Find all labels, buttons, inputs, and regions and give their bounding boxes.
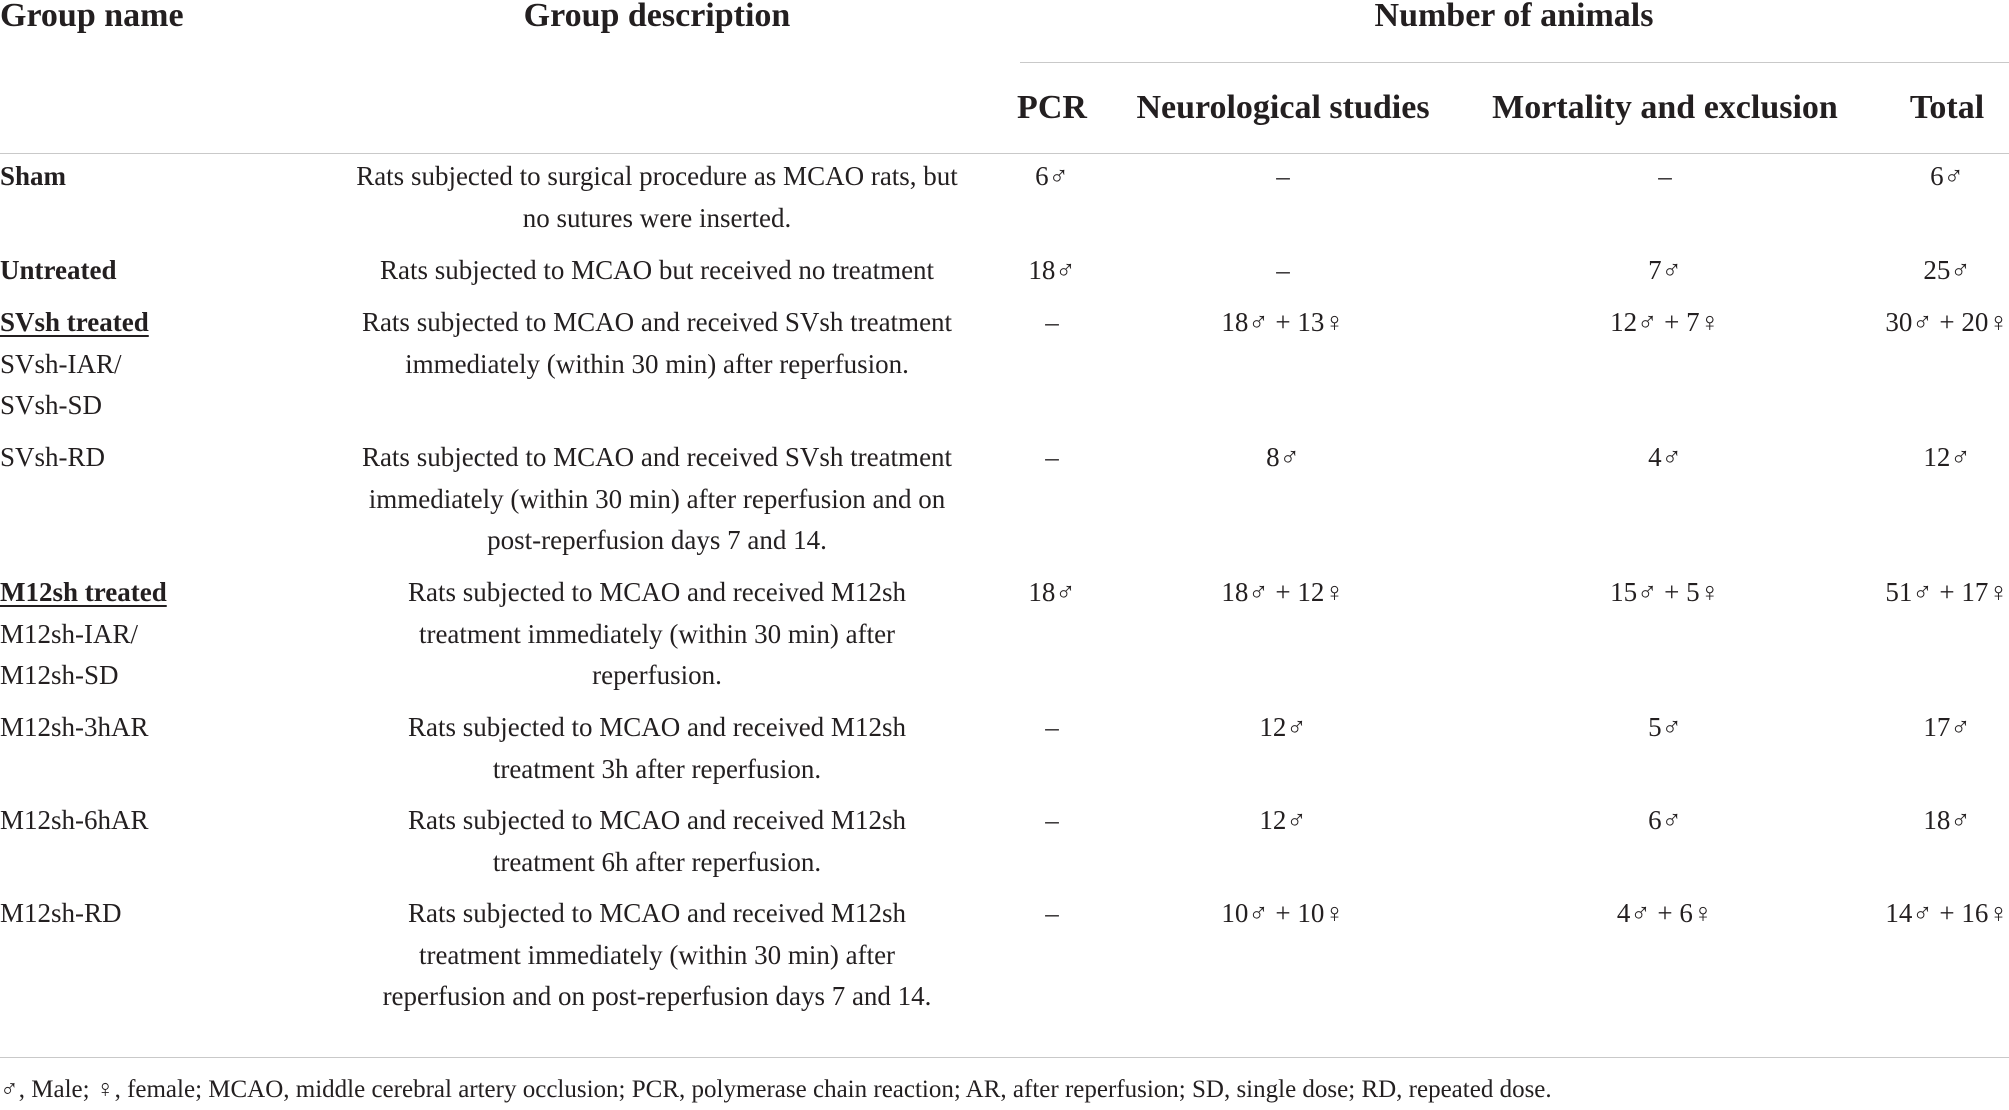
cell-pcr: 18♂ [1028,577,1076,607]
group-description-line: Rats subjected to MCAO and received SVsh treatment [361,442,953,472]
cell-pcr: – [1045,805,1059,835]
cell-neuro: 18♂ + 12♀ [1221,577,1345,607]
cell-total: 14♂ + 16♀ [1885,898,2009,928]
header-subrule [1020,62,2009,63]
header-group-name: Group name [0,0,184,34]
group-description-line: post-reperfusion days 7 and 14. [487,525,827,555]
group-description-line: Rats subjected to MCAO and received M12sh [408,805,906,835]
cell-total: 17♂ [1923,712,1971,742]
header-total: Total [1909,89,1985,126]
group-name-subline: SVsh-SD [0,390,103,420]
group-name: M12sh-3hAR [0,712,149,742]
cell-neuro: 12♂ [1259,805,1307,835]
cell-total: 25♂ [1923,255,1971,285]
cell-neuro: 8♂ [1266,442,1300,472]
group-name: Sham [0,161,67,191]
cell-mortality: 5♂ [1648,712,1682,742]
group-name: SVsh-RD [0,442,106,472]
group-description-line: treatment immediately (within 30 min) after [418,618,896,649]
cell-neuro: – [1276,255,1290,285]
cell-mortality: 4♂ [1648,442,1682,472]
cell-pcr: – [1045,712,1059,742]
group-description-line: treatment 6h after reperfusion. [492,846,822,877]
cell-pcr: – [1045,442,1059,472]
group-name: SVsh treated [0,307,149,337]
group-description-line: no sutures were inserted. [522,202,792,233]
cell-total: 12♂ [1923,442,1971,472]
cell-pcr: – [1045,307,1059,337]
cell-total: 6♂ [1930,161,1964,191]
cell-mortality: 15♂ + 5♀ [1610,577,1720,607]
group-name: Untreated [0,255,117,285]
header-group-description: Group description [523,0,791,34]
cell-total: 30♂ + 20♀ [1885,307,2009,337]
group-description-line: immediately (within 30 min) after reperfusion and on [368,483,946,514]
group-description-line: treatment 3h after reperfusion. [492,753,822,784]
header-number-of-animals: Number of animals [1374,0,1654,34]
cell-pcr: 6♂ [1035,161,1069,191]
footnote: ♂, Male; ♀, female; MCAO, middle cerebral artery occlusion; PCR, polymerase chain reaction; AR, after reperfusion; SD, single dose; RD, repeated dose. [0,1076,1552,1103]
cell-pcr: 18♂ [1028,255,1076,285]
header-neurological-studies: Neurological studies [1136,89,1430,126]
cell-neuro: – [1276,161,1290,191]
group-description-line: immediately (within 30 min) after reperfusion. [405,348,909,379]
cell-mortality: 4♂ + 6♀ [1616,898,1714,928]
group-name-subline: M12sh-IAR/ [0,618,139,649]
cell-mortality: 7♂ [1648,255,1682,285]
group-description-line: Rats subjected to MCAO and received M12sh [408,577,906,607]
cell-mortality: 6♂ [1648,805,1682,835]
group-description-line: Rats subjected to MCAO and received M12sh [408,712,906,742]
group-description-line: Rats subjected to MCAO but received no treatment [379,255,935,285]
cell-mortality: – [1658,161,1672,191]
group-description-line: Rats subjected to MCAO and received M12sh [408,898,906,928]
group-name-subline: M12sh-SD [0,660,119,690]
header-mortality-and-exclusion: Mortality and exclusion [1492,89,1838,126]
header-rule [0,153,2009,154]
group-description-line: reperfusion and on post-reperfusion days 7 and 14. [382,981,932,1011]
cell-total: 18♂ [1923,805,1971,835]
header-pcr: PCR [1017,89,1087,126]
cell-neuro: 12♂ [1259,712,1307,742]
group-name: M12sh-RD [0,898,122,928]
cell-total: 51♂ + 17♀ [1885,577,2009,607]
group-description-line: Rats subjected to surgical procedure as MCAO rats, but [356,161,958,191]
cell-neuro: 18♂ + 13♀ [1221,307,1345,337]
cell-neuro: 10♂ + 10♀ [1221,898,1345,928]
group-name: M12sh-6hAR [0,805,149,835]
group-name-subline: SVsh-IAR/ [0,348,122,379]
cell-pcr: – [1045,898,1059,928]
group-name: M12sh treated [0,577,167,607]
footer-rule [0,1057,2009,1058]
group-description-line: treatment immediately (within 30 min) after [418,939,896,970]
cell-mortality: 12♂ + 7♀ [1610,307,1720,337]
group-description-line: reperfusion. [592,660,722,690]
group-description-line: Rats subjected to MCAO and received SVsh treatment [361,307,953,337]
